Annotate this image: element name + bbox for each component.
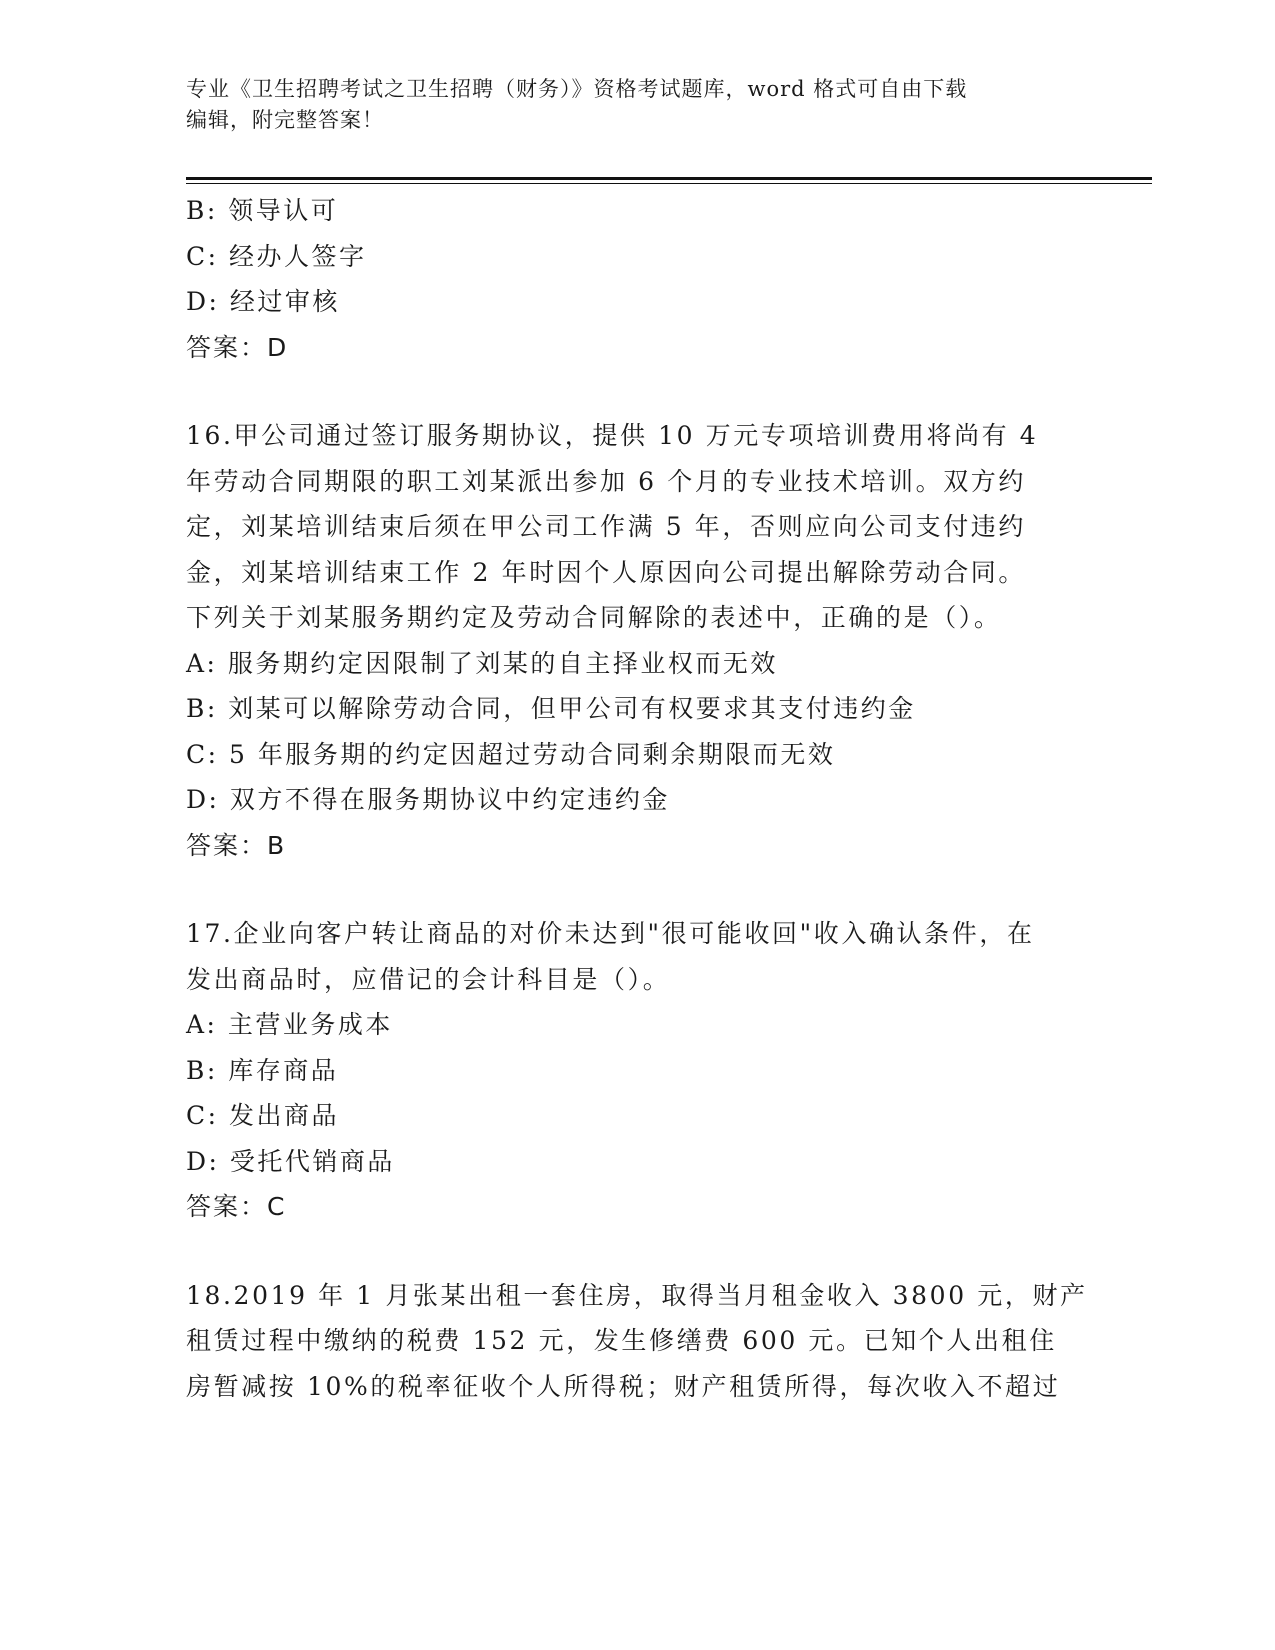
question-line: 年劳动合同期限的职工刘某派出参加 6 个月的专业技术培训。双方约	[186, 466, 1027, 496]
question-18-text	[186, 1273, 1086, 1410]
document-body	[186, 188, 1086, 1409]
option-a: A: 服务期约定因限制了刘某的自主择业权而无效	[186, 648, 778, 678]
spacer	[186, 868, 1086, 911]
answer-label: 答案：D	[186, 332, 289, 362]
option-d: D: 受托代销商品	[186, 1146, 395, 1176]
option-c: C: 经办人签字	[186, 241, 367, 271]
header-title-line-1: 专业《卫生招聘考试之卫生招聘（财务）》资格考试题库，word 格式可自由下载	[186, 77, 968, 101]
question-16-block	[186, 413, 1086, 868]
question-line: 发出商品时，应借记的会计科目是（）。	[186, 964, 671, 994]
question-line: 18.2019 年 1 月张某出租一套住房，取得当月租金收入 3800 元，财产	[186, 1280, 1088, 1310]
option-a: A: 主营业务成本	[186, 1010, 393, 1039]
question-15-block	[186, 188, 1086, 370]
header-title-line-2: 编辑，附完整答案！	[186, 108, 384, 132]
question-16-text	[186, 413, 1086, 641]
option-b: B: 刘某可以解除劳动合同，但甲公司有权要求其支付违约金	[186, 694, 916, 723]
option-c: C: 5 年服务期的约定因超过劳动合同剩余期限而无效	[186, 739, 836, 769]
question-line: 16.甲公司通过签订服务期协议，提供 10 万元专项培训费用将尚有 4	[186, 421, 1039, 450]
spacer	[186, 370, 1086, 413]
option-b: B: 领导认可	[186, 196, 339, 225]
option-d: D: 双方不得在服务期协议中约定违约金	[186, 785, 670, 814]
header-divider-thick	[186, 177, 1152, 180]
question-17-text	[186, 911, 1086, 1002]
answer-label: 答案：B	[186, 830, 287, 860]
header-divider-thin	[186, 183, 1152, 184]
option-d: D: 经过审核	[186, 287, 340, 316]
option-b: B: 库存商品	[186, 1055, 339, 1085]
question-line: 下列关于刘某服务期约定及劳动合同解除的表述中，正确的是（）。	[186, 603, 1002, 632]
question-18-block	[186, 1273, 1086, 1410]
option-c: C: 发出商品	[186, 1101, 339, 1130]
question-line: 17.企业向客户转让商品的对价未达到"很可能收回"收入确认条件，在	[186, 919, 1035, 948]
page-header	[186, 74, 1066, 136]
question-line: 金，刘某培训结束工作 2 年时因个人原因向公司提出解除劳动合同。	[186, 557, 1027, 587]
question-line: 定，刘某培训结束后须在甲公司工作满 5 年，否则应向公司支付违约	[186, 512, 1027, 541]
question-line: 房暂减按 10%的税率征收个人所得税；财产租赁所得，每次收入不超过	[186, 1371, 1061, 1401]
answer-label: 答案：C	[186, 1192, 287, 1221]
question-17-block	[186, 911, 1086, 1230]
spacer	[186, 1230, 1086, 1273]
question-line: 租赁过程中缴纳的税费 152 元，发生修缮费 600 元。已知个人出租住	[186, 1326, 1057, 1355]
